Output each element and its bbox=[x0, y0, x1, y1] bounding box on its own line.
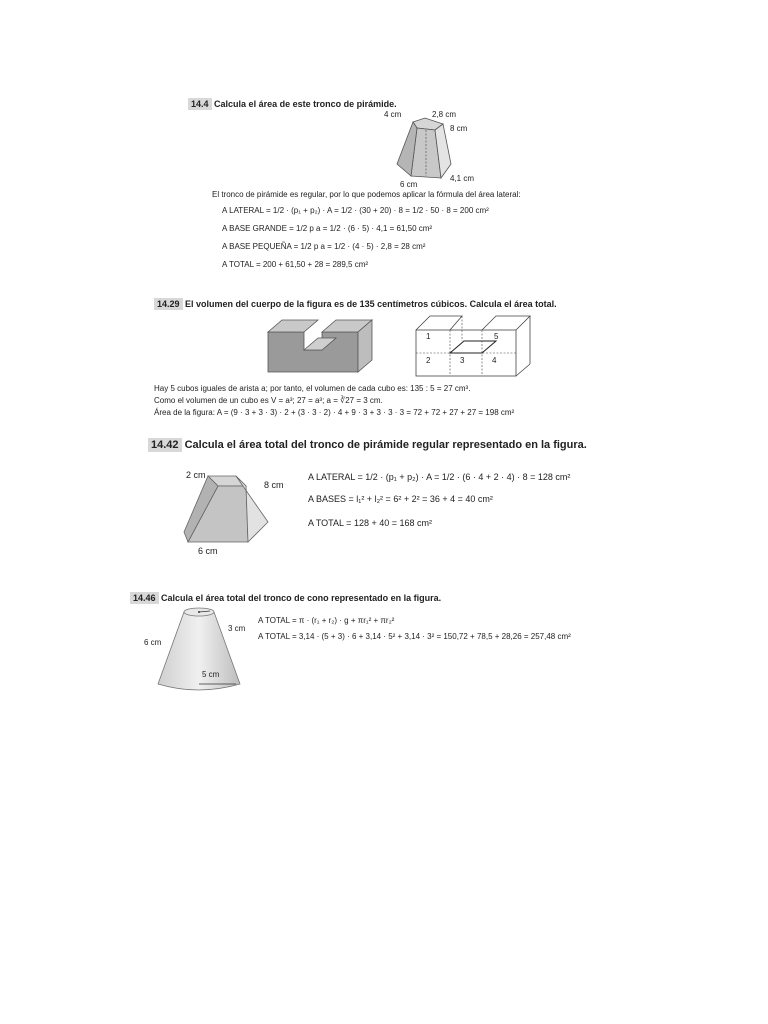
problem-heading bbox=[130, 592, 441, 604]
problem-number: 14.4 bbox=[188, 98, 212, 110]
intro-text: El tronco de pirámide es regular, por lo que podemos aplicar la fórmula del área lateral: bbox=[212, 190, 521, 199]
solution-line: Como el volumen de un cubo es V = a³; 27 = a³; a = ∛27 = 3 cm. bbox=[154, 396, 383, 405]
problem-heading bbox=[188, 98, 397, 110]
problem-14-4 bbox=[188, 96, 548, 276]
label-slant: 8 cm bbox=[264, 480, 284, 490]
cube-decomposition-figure bbox=[414, 310, 544, 380]
label-apothem: 4,1 cm bbox=[450, 174, 475, 183]
problem-title: El volumen del cuerpo de la figura es de 135 centímetros cúbicos. Calcula el área total. bbox=[185, 299, 557, 309]
problem-heading bbox=[154, 298, 557, 310]
problem-title: Calcula el área de este tronco de pirámide. bbox=[214, 99, 397, 109]
cube-label-1: 1 bbox=[426, 332, 431, 341]
cone-frustum-figure bbox=[154, 604, 244, 694]
label-base-radius: 5 cm bbox=[202, 670, 220, 679]
problem-number: 14.46 bbox=[130, 592, 159, 604]
formula-line: A TOTAL = π · (r₁ + r₂) · g + πr₁² + πr₂² bbox=[258, 616, 395, 625]
formula-line: A TOTAL = 200 + 61,50 + 28 = 289,5 cm² bbox=[222, 260, 369, 269]
problem-number: 14.42 bbox=[148, 438, 182, 452]
problem-14-29 bbox=[154, 296, 604, 426]
cube-label-5: 5 bbox=[494, 332, 499, 341]
formula-line: A LATERAL = 1/2 · (p₁ + p₂) · A = 1/2 · (6 · 4 + 2 · 4) · 8 = 128 cm² bbox=[308, 472, 571, 482]
u-shaped-solid-figure bbox=[264, 314, 374, 376]
problem-number: 14.29 bbox=[154, 298, 183, 310]
label-top: 2 cm bbox=[186, 470, 206, 480]
formula-line: A BASES = l₁² + l₂² = 6² + 2² = 36 + 4 = 40 cm² bbox=[308, 494, 493, 504]
label-base: 6 cm bbox=[198, 546, 218, 556]
cube-label-3: 3 bbox=[460, 356, 465, 365]
label-top-radius: 3 cm bbox=[228, 624, 246, 633]
formula-line: A BASE GRANDE = 1/2 p a = 1/2 · (6 · 5) · 4,1 = 61,50 cm² bbox=[222, 224, 433, 233]
label-height: 6 cm bbox=[144, 638, 162, 647]
problem-14-46 bbox=[130, 590, 640, 700]
cube-label-4: 4 bbox=[492, 356, 497, 365]
formula-line: A TOTAL = 3,14 · (5 + 3) · 6 + 3,14 · 5² + 3,14 · 3² = 150,72 + 78,5 + 28,26 = 257,48 cm² bbox=[258, 632, 571, 641]
label-top-left: 4 cm bbox=[384, 110, 402, 119]
problem-14-42 bbox=[148, 438, 618, 563]
formula-line: A TOTAL = 128 + 40 = 168 cm² bbox=[308, 518, 432, 528]
formula-line: A BASE PEQUEÑA = 1/2 p a = 1/2 · (4 · 5) · 2,8 = 28 cm² bbox=[222, 242, 426, 251]
formula-line: A LATERAL = 1/2 · (p₁ + p₂) · A = 1/2 · (30 + 20) · 8 = 1/2 · 50 · 8 = 200 cm² bbox=[222, 206, 489, 215]
solution-line: Hay 5 cubos iguales de arista a; por tanto, el volumen de cada cubo es: 135 : 5 = 27 cm³. bbox=[154, 384, 471, 393]
label-slant: 8 cm bbox=[450, 124, 468, 133]
label-base: 6 cm bbox=[400, 180, 418, 189]
label-top-right: 2,8 cm bbox=[432, 110, 457, 119]
regular-pyramid-frustum-figure bbox=[184, 472, 274, 544]
problem-title: Calcula el área total del tronco de cono representado en la figura. bbox=[161, 593, 442, 603]
cube-label-2: 2 bbox=[426, 356, 431, 365]
solution-line: Área de la figura: A = (9 · 3 + 3 · 3) · 2 + (3 · 3 · 2) · 4 + 9 · 3 + 3 · 3 · 3 = 72 + 72 + 27 + 27 = 198 cm² bbox=[154, 408, 515, 417]
problem-heading bbox=[148, 438, 587, 452]
problem-title: Calcula el área total del tronco de pirámide regular representado en la figura. bbox=[184, 439, 587, 451]
